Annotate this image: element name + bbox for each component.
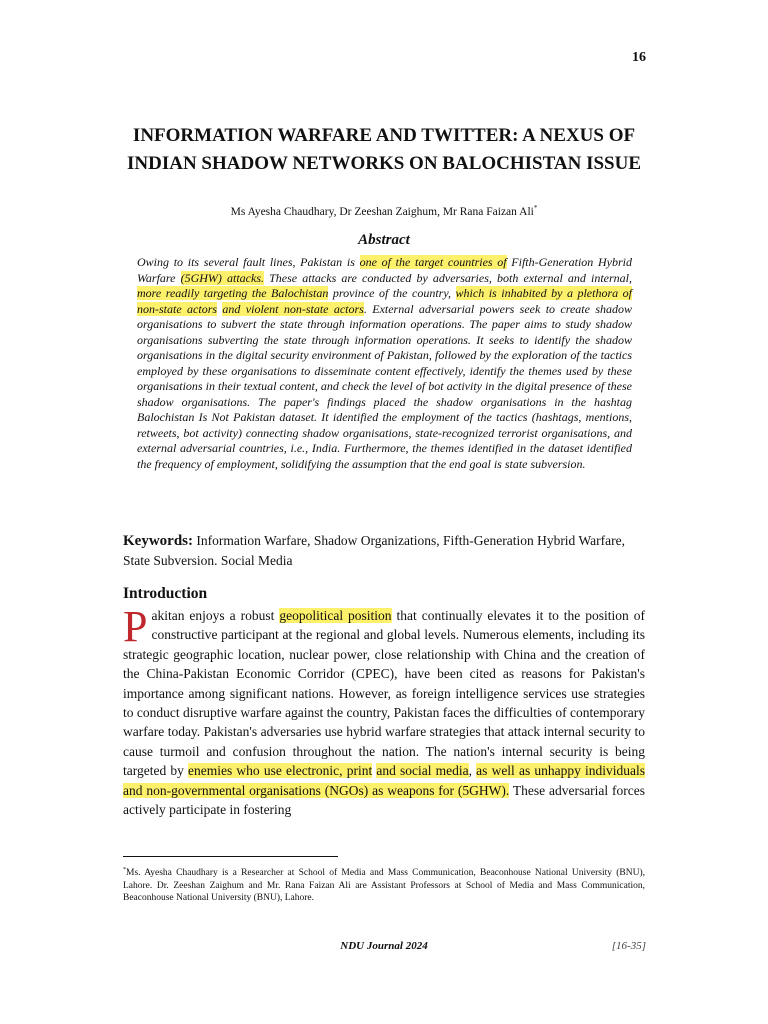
intro-highlight: enemies who use electronic, print	[188, 763, 373, 779]
intro-text: ,	[468, 763, 477, 779]
abstract-heading: Abstract	[358, 232, 410, 248]
intro-highlight: as well as unhappy individuals and non-governmental organisations (NGOs) as weapons for (5GHW).	[123, 763, 645, 798]
abstract-highlight: (5GHW) attacks.	[180, 270, 265, 285]
abstract-text: . External adversarial powers seek to create shadow organisations to subvert the state through information operations. The paper aims to study shadow organisations subverting the state through information operations. It seeks to identify the shadow organisations in the digital security environment of Pakistan, followed by the exploration of the tactics employed by these organisations to disseminate content effectively, identify the themes used by these organisations in their textual content, and check the level of bot activity in the digital presence of these shadow organisations. The paper's findings placed the shadow organisations in the hashtag Balochistan Is Not Pakistan dataset. It identified the employment of the tactics (hashtags, mentions, retweets, bot activity) connecting shadow organisations, state-recognized terrorist organisations, and external adversarial countries, i.e., India. Furthermore, the themes identified in the dataset identified the frequency of employment, solidifying the assumption that the end goal is state subversion.	[137, 301, 632, 471]
keywords	[123, 531, 645, 571]
abstract-highlight: more readily targeting the Balochistan	[137, 286, 329, 300]
abstract-highlight: which is inhabited by a plethora of non-state actors	[137, 286, 632, 316]
abstract-text: province of the country,	[328, 286, 456, 300]
introduction-body	[123, 602, 646, 819]
article-title: INFORMATION WARFARE AND TWITTER: A NEXUS OF INDIAN SHADOW NETWORKS ON BALOCHISTAN ISSUE	[127, 125, 641, 174]
abstract-highlight: one of the target countries of	[359, 255, 507, 269]
journal-name: NDU Journal 2024	[340, 940, 428, 952]
intro-highlight: and social media	[376, 763, 469, 779]
authors-text: Ms Ayesha Chaudhary, Dr Zeeshan Zaighum, Mr Rana Faizan Ali	[230, 205, 534, 218]
abstract-text: Fifth-Generation Hybrid Warfare	[137, 255, 632, 285]
introduction-heading: Introduction	[123, 585, 208, 602]
page-number: 16	[632, 50, 646, 65]
footnote-text: Ms. Ayesha Chaudhary is a Researcher at School of Media and Mass Communication, Beaconhouse National University (BNU), Lahore. Dr. Zeeshan Zaighum and Mr. Rana Faizan Ali are Assistant Professors at School of Media and Mass Communication, Beaconhouse National University (BNU), Lahore.	[123, 868, 645, 904]
keywords-label: Keywords:	[123, 533, 193, 549]
author-list	[0, 204, 768, 218]
intro-text: that continually elevates it to the position of constructive participant at the regional and global levels. Numerous elements, including its strategic geographic location, nuclear power, close relationship with China and the creation of the China-Pakistan Economic Corridor (CPEC), have been cited as reasons for Pakistan's importance among significant nations. However, as foreign intelligence services use strategies to conduct disruptive warfare against the country, Pakistan faces the difficulties of contemporary warfare today. Pakistan's adversaries use hybrid warfare strategies that attack internal security to cause turmoil and confusion throughout the nation. The nation's internal security is being targeted by	[123, 608, 645, 779]
abstract-body	[137, 255, 632, 472]
author-footnote	[123, 864, 645, 905]
page-range: [16-35]	[611, 940, 646, 952]
intro-highlight: geopolitical position	[279, 608, 392, 623]
abstract-highlight: and violent non-state actors	[222, 301, 364, 316]
footnote-marker: *	[123, 867, 126, 873]
abstract-text: These attacks are conducted by adversaries, both external and internal,	[264, 270, 633, 285]
author-footnote-marker: *	[533, 204, 538, 212]
footnote-divider	[123, 856, 338, 857]
drop-cap: P	[123, 602, 148, 651]
abstract-text: Owing to its several fault lines, Pakistan is	[137, 255, 360, 269]
intro-text: akitan enjoys a robust	[151, 608, 280, 623]
intro-text: These adversarial forces actively participate in fostering	[123, 782, 646, 818]
keywords-text: Information Warfare, Shadow Organizations, Fifth-Generation Hybrid Warfare, State Subversion. Social Media	[123, 533, 625, 568]
